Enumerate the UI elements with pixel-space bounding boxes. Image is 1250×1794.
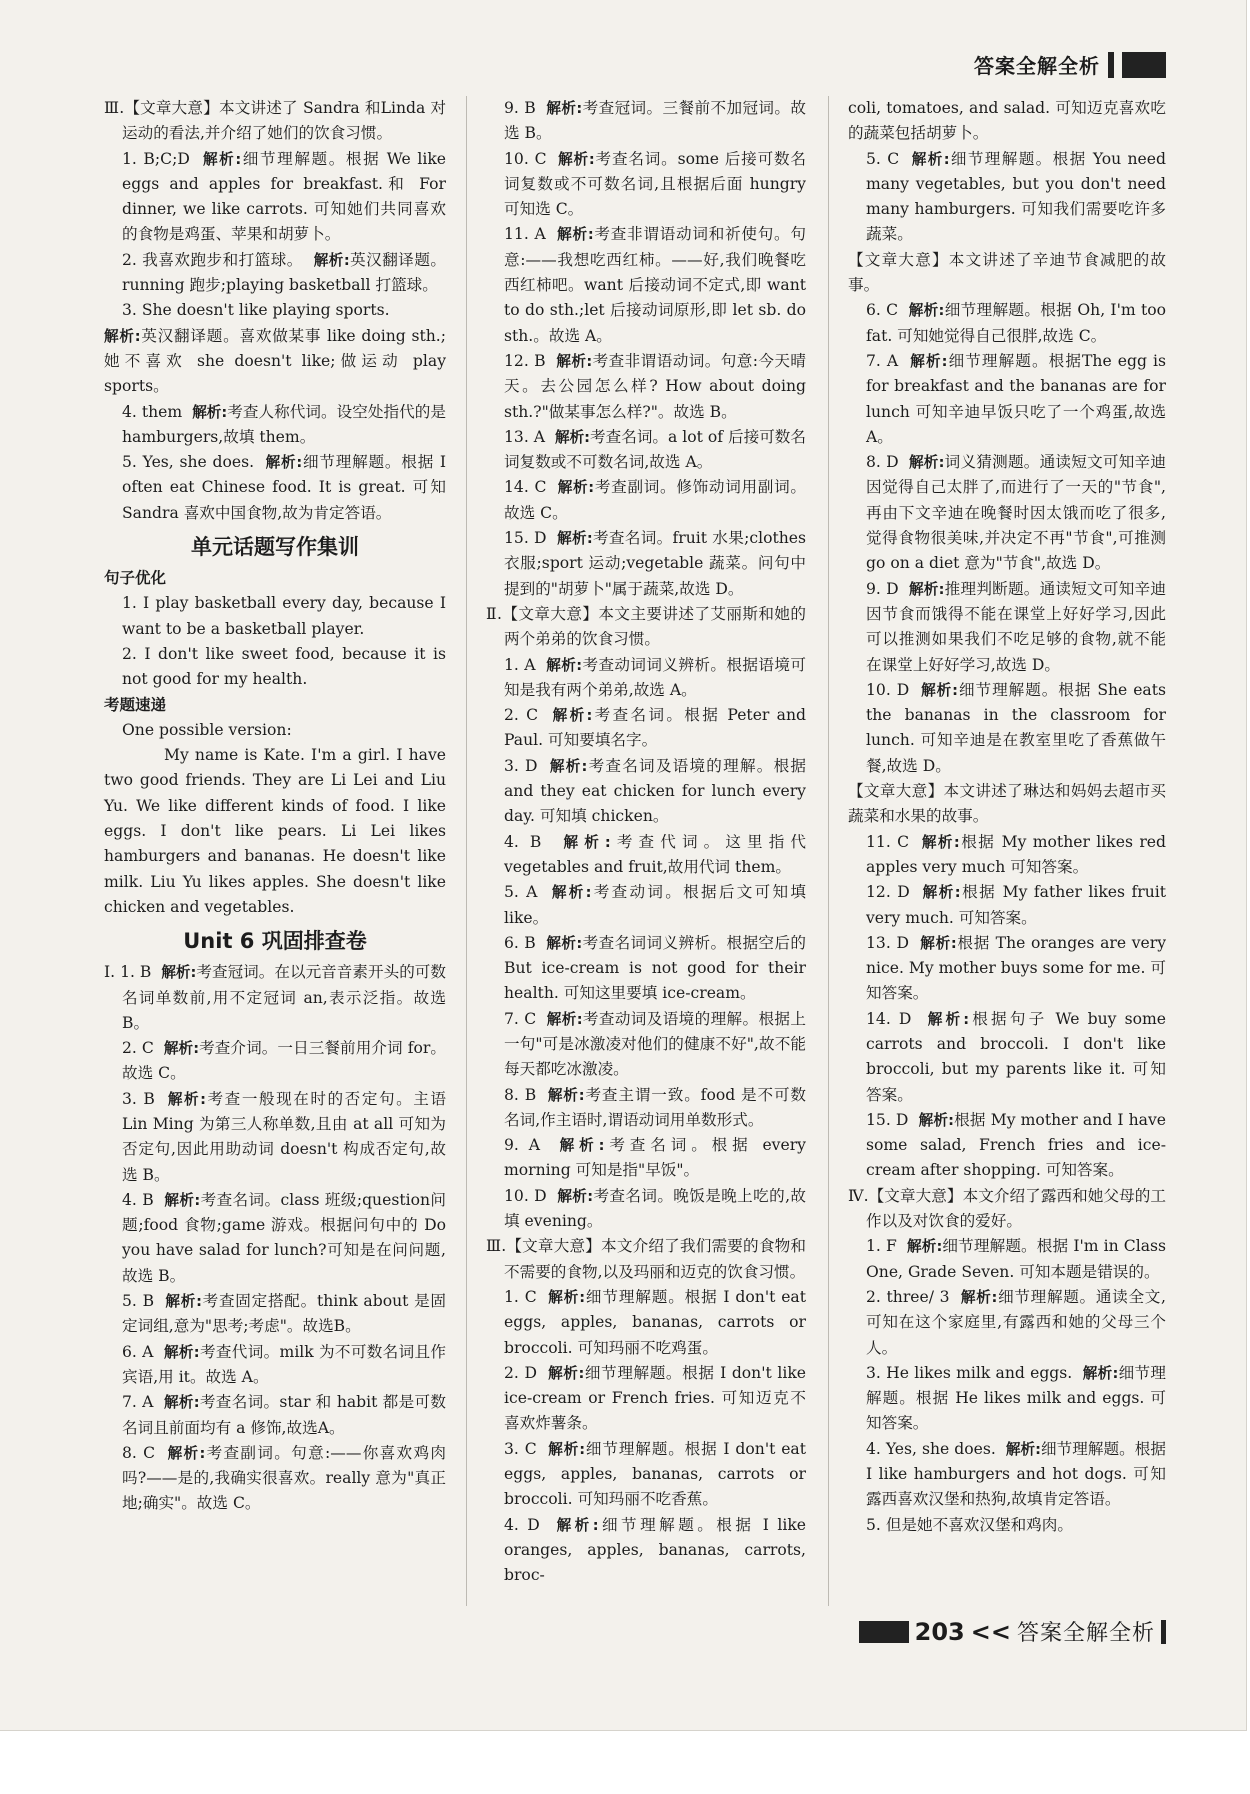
analysis-label: 解析: (1082, 1364, 1119, 1382)
analysis-label: 解析: (192, 403, 228, 421)
footer-bar (1161, 1620, 1166, 1644)
analysis-label: 解析: (546, 656, 583, 674)
answer-item: 5. A 解析:考查动词。根据后文可知填 like。 (504, 883, 806, 927)
analysis-label: 解析: (960, 1288, 998, 1306)
answer-item: 5. C 解析:细节理解题。根据 You need many vegetables, but you don't need many hamburgers. 可知我们需要吃许多蔬菜。 (866, 149, 1166, 244)
analysis-label: 解析: (167, 1090, 206, 1108)
answer-item: coli, tomatoes, and salad. 可知迈克喜欢吃的蔬菜包括胡萝卜。 (848, 99, 1166, 143)
answer-item: 8. B 解析:考查主谓一致。food 是不可数名词,作主语时,谓语动词用单数形式。 (504, 1085, 807, 1129)
answer-item: 10. C 解析:考查名词。some 后接可数名词复数或不可数名词,且根据后面 hungry 可知选 C。 (504, 149, 806, 219)
analysis-label: 解析: (554, 428, 591, 446)
analysis-label: 解析: (908, 580, 945, 598)
analysis-label: 解析: (927, 1010, 970, 1028)
analysis-label: 解析: (556, 1516, 599, 1534)
subheading: 考题速递 (104, 695, 167, 714)
footer-block (859, 1621, 909, 1643)
analysis-label: 解析: (921, 681, 959, 699)
analysis-label: 解析: (918, 1111, 954, 1129)
answer-item: 5. 但是她不喜欢汉堡和鸡肉。 (866, 1515, 1073, 1534)
header-block (1122, 52, 1166, 78)
section-intro: Ⅲ.【文章大意】本文讲述了 Sandra 和Linda 对运动的看法,并介绍了她们的饮食习惯。 (104, 99, 446, 143)
analysis-label: 解析: (165, 1293, 202, 1311)
analysis-label: 解析: (559, 1137, 605, 1155)
answer-item: 8. D 解析:词义猜测题。通读短文可知辛迪因觉得自己太胖了,而进行了一天的"节食",再由下文辛迪在晚餐时因太饿而吃了很多,觉得食物很美味,并决定不再"节食",可推测 go on a diet 意为"节食",故选 D。 (866, 453, 1166, 573)
analysis-label: 解析: (546, 1010, 583, 1028)
analysis-label: 解析: (163, 1343, 200, 1361)
chevrons-left-icon: << (970, 1617, 1011, 1646)
analysis-label: 解析: (164, 1191, 201, 1209)
answer-item: 2. D 解析:细节理解题。根据 I don't like ice-cream or French fries. 可知迈克不喜欢炸薯条。 (504, 1363, 806, 1433)
answer-item: 6. A 解析:考查代词。milk 为不可数名词且作宾语,用 it。故选 A。 (122, 1342, 446, 1386)
answer-item: 13. D 解析:根据 The oranges are very nice. My mother buys some for me. 可知答案。 (866, 933, 1167, 1003)
analysis-label: 解析: (1005, 1440, 1041, 1458)
answer-item: 2. 我喜欢跑步和打篮球。 解析:英汉翻译题。running 跑步;playing basketball 打篮球。 (122, 250, 446, 295)
answer-item: 6. B 解析:考查名词词义辨析。根据空后的 But ice-cream is not good for their health. 可知这里要填 ice-cream。 (504, 933, 806, 1003)
analysis-label: 解析: (921, 833, 960, 851)
answer-item: 4. Yes, she does. 解析:细节理解题。根据 I like hamburgers and hot dogs. 可知露西喜欢汉堡和热狗,故填肯定答语。 (866, 1439, 1166, 1509)
answer-item: 14. C 解析:考查副词。修饰动词用副词。故选 C。 (504, 478, 806, 522)
subheading: 句子优化 (104, 569, 167, 588)
answer-item: 9. B 解析:考查冠词。三餐前不加冠词。故选 B。 (504, 99, 806, 143)
answer-item: 6. C 解析:细节理解题。根据 Oh, I'm too fat. 可知她觉得自己很胖,故选 C。 (866, 301, 1166, 345)
analysis-label: 解析: (548, 1288, 586, 1306)
analysis-label: 解析: (908, 302, 945, 320)
column-1 (104, 96, 446, 1517)
unit-heading: Unit 6 巩固排查卷 (183, 929, 367, 954)
analysis-label: 解析: (558, 150, 595, 168)
analysis-label: 解析: (920, 934, 957, 952)
section-intro: Ⅳ.【文章大意】本文介绍了露西和她父母的工作以及对饮食的爱好。 (848, 1186, 1166, 1231)
answer-item: Ⅰ. 1. B 解析:考查冠词。在以元音音素开头的可数名词单数前,用不定冠词 an,表示泛指。故选 B。 (104, 963, 446, 1032)
analysis-label: 解析: (906, 1238, 943, 1256)
answer-item: 7. A 解析:考查名词。star 和 habit 都是可数名词且前面均有 a 修饰,故选A。 (122, 1393, 446, 1437)
analysis-label: 解析: (911, 150, 950, 168)
analysis-label: 解析: (548, 1364, 585, 1382)
answer-item: 15. D 解析:考查名词。fruit 水果;clothes 衣服;sport 运动;vegetable 蔬菜。问句中提到的"胡萝卜"属于蔬菜,故选 D。 (504, 529, 806, 598)
analysis-label: 解析: (557, 530, 593, 548)
analysis-label: 解析: (910, 352, 948, 370)
analysis-label: 解析: (557, 226, 594, 244)
header-bar (1108, 52, 1114, 78)
answer-item: 3. B 解析:考查一般现在时的否定句。主语 Lin Ming 为第三人称单数,且由 at all 可知为否定句,因此用助动词 doesn't 构成否定句,故选 B。 (122, 1089, 446, 1184)
analysis-label: 解析: (922, 884, 961, 902)
column-divider (466, 96, 467, 1606)
answer-item: 4. D 解析:细节理解题。根据 I like oranges, apples, bananas, carrots, broc- (504, 1515, 807, 1585)
answer-item: 10. D 解析:细节理解题。根据 She eats the bananas in the classroom for lunch. 可知辛迪是在教室里吃了香蕉做午餐,故选 D。 (866, 680, 1166, 775)
answer-item: 7. A 解析:细节理解题。根据The egg is for breakfast and the bananas are for lunch 可知辛迪早饭只吃了一个鸡蛋,故选 A。 (866, 351, 1166, 446)
analysis-label: 解析: (161, 964, 197, 982)
page-number: 203 (914, 1617, 965, 1646)
answer-item: 2. I don't like sweet food, because it is not good for my health. (122, 644, 446, 689)
analysis-label: 解析: (556, 352, 593, 370)
column-divider (828, 96, 829, 1606)
answer-item: 3. She doesn't like playing sports. (122, 301, 390, 320)
answer-item: 4. B 解析:考查名词。class 班级;question问题;food 食物;game 游戏。根据问句中的 Do you have salad for lunch?可知是在问问题,故选 B。 (122, 1190, 447, 1285)
writing-heading: 单元话题写作集训 (191, 535, 359, 560)
column-3 (848, 96, 1166, 1538)
answer-item: 3. C 解析:细节理解题。根据 I don't eat eggs, apples, bananas, carrots or broccoli. 可知玛丽不吃香蕉。 (504, 1439, 806, 1509)
answer-item: 1. F 解析:细节理解题。根据 I'm in Class One, Grade Seven. 可知本题是错误的。 (866, 1237, 1166, 1281)
analysis-label: 解析: (551, 884, 592, 902)
section-intro: Ⅱ.【文章大意】本文主要讲述了艾丽斯和她的两个弟弟的饮食习惯。 (486, 604, 806, 649)
section-intro: 【文章大意】本文讲述了辛迪节食减肥的故事。 (848, 250, 1166, 295)
answer-item: 2. C 解析:考查名词。根据 Peter and Paul. 可知要填名字。 (504, 706, 806, 750)
answer-item: 11. C 解析:根据 My mother likes red apples very much 可知答案。 (866, 832, 1167, 876)
sample-essay: My name is Kate. I'm a girl. I have two good friends. They are Li Lei and Liu Yu. We like different kinds of food. I like eggs. I don't like pears. Li Lei likes hamburgers and bananas. He doesn't like milk. Liu Yu likes apples. She doesn't like chicken and vegetables. (104, 746, 446, 916)
analysis-label: 解析: (548, 1440, 586, 1458)
analysis-label: 解析: (563, 833, 611, 851)
answer-item: 13. A 解析:考查名词。a lot of 后接可数名词复数或不可数名词,故选 A。 (504, 427, 806, 472)
footer-title: 答案全解全析 (1016, 1621, 1155, 1646)
page-header (974, 50, 1166, 79)
analysis-label: 解析: (163, 1394, 200, 1412)
header-title: 答案全解全析 (974, 54, 1100, 78)
answer-item: 1. B;C;D 解析:细节理解题。根据 We like eggs and apples for breakfast.和 For dinner, we like carrots. 可知她们共同喜欢的食物是鸡蛋、苹果和胡萝卜。 (122, 149, 446, 244)
answer-item: 3. D 解析:考查名词及语境的理解。根据 and they eat chicken for lunch every day. 可知填 chicken。 (504, 756, 806, 826)
page-footer (859, 1616, 1166, 1647)
section-intro: 【文章大意】本文讲述了琳达和妈妈去超市买蔬菜和水果的故事。 (848, 782, 1166, 826)
answer-item: 2. C 解析:考查介词。一日三餐前用介词 for。故选 C。 (122, 1039, 446, 1083)
analysis-label: 解析: (546, 100, 583, 117)
analysis-label: 解析: (163, 1040, 200, 1058)
answer-item: 4. them 解析:考查人称代词。设空处指代的是 hamburgers,故填 them。 (122, 402, 446, 446)
analysis-label: 解析: (557, 1187, 594, 1205)
analysis-label: 解析: (908, 454, 945, 472)
answer-item: 9. A 解析:考查名词。根据 every morning 可知是指"早饭"。 (504, 1136, 806, 1180)
answer-item: 9. D 解析:推理判断题。通读短文可知辛迪因节食而饿得不能在课堂上好好学习,因此可以推测如果我们不吃足够的食物,就不能在课堂上好好学习,故选 D。 (866, 579, 1166, 674)
analysis-label: 解析: (547, 1086, 585, 1104)
section-intro: Ⅲ.【文章大意】本文介绍了我们需要的食物和不需要的食物,以及玛丽和迈克的饮食习惯。 (486, 1237, 806, 1281)
analysis-label: 解析: (557, 479, 595, 497)
analysis-label: 解析: (552, 707, 593, 725)
answer-item: 2. three/ 3 解析:细节理解题。通读全文,可知在这个家庭里,有露西和她的父母三个人。 (866, 1287, 1166, 1357)
answer-item: 14. D 解析:根据句子 We buy some carrots and broccoli. I don't like broccoli, but my parents like it. 可知答案。 (866, 1009, 1166, 1104)
answer-item: 1. I play basketball every day, because I want to be a basketball player. (122, 594, 446, 638)
answer-item: 12. D 解析:根据 My father likes fruit very much. 可知答案。 (866, 883, 1166, 927)
column-2 (486, 96, 806, 1589)
analysis-label: 解析: (167, 1444, 206, 1462)
answer-item: 5. Yes, she does. 解析:细节理解题。根据 I often eat Chinese food. It is great. 可知 Sandra 喜欢中国食物,故为肯定答语。 (122, 453, 446, 522)
answer-item: 11. A 解析:考查非谓语动词和祈使句。句意:——我想吃西红柿。——好,我们晚餐吃西红柿吧。want 后接动词不定式,即 want to do sth.;let 后接动词原形,即 let sb. do sth.。故选 A。 (504, 225, 806, 345)
answer-item: 12. B 解析:考查非谓语动词。句意:今天晴天。去公园怎么样? How about doing sth.?"做某事怎么样?"。故选 B。 (504, 351, 807, 421)
analysis-label: 解析: (549, 757, 588, 775)
answer-item: 4. B 解析:考查代词。这里指代 vegetables and fruit,故用代词 them。 (504, 832, 807, 876)
analysis-label: 解析: (202, 150, 242, 168)
analysis-label: 解析: (546, 934, 583, 952)
answer-item: 1. A 解析:考查动词词义辨析。根据语境可知是我有两个弟弟,故选 A。 (504, 655, 806, 699)
analysis-label: 解析: (313, 251, 350, 269)
answer-item: 解析:英汉翻译题。喜欢做某事 like doing sth.;她不喜欢 she doesn't like;做运动 play sports。 (104, 326, 446, 396)
answer-item: 1. C 解析:细节理解题。根据 I don't eat eggs, apples, bananas, carrots or broccoli. 可知玛丽不吃鸡蛋。 (504, 1287, 806, 1357)
answer-item: 8. C 解析:考查副词。句意:——你喜欢鸡肉吗?——是的,我确实很喜欢。really 意为"真正地;确实"。故选 C。 (122, 1443, 446, 1513)
answer-item: 3. He likes milk and eggs. 解析:细节理解题。根据 He likes milk and eggs. 可知答案。 (866, 1363, 1166, 1433)
answer-item: 5. B 解析:考查固定搭配。think about 是固定词组,意为"思考;考虑"。故选B。 (122, 1292, 447, 1336)
answer-item: 15. D 解析:根据 My mother and I have some salad, French fries and ice-cream after shopping. 可知答案。 (866, 1110, 1167, 1180)
analysis-label: 解析: (265, 454, 303, 472)
answer-item: 7. C 解析:考查动词及语境的理解。根据上一句"可是冰激凌对他们的健康不好",故不能每天都吃冰激凌。 (504, 1009, 806, 1079)
answer-item: 10. D 解析:考查名词。晚饭是晚上吃的,故填 evening。 (504, 1186, 806, 1231)
version-label: One possible version: (122, 720, 292, 739)
analysis-label: 解析: (104, 327, 141, 345)
